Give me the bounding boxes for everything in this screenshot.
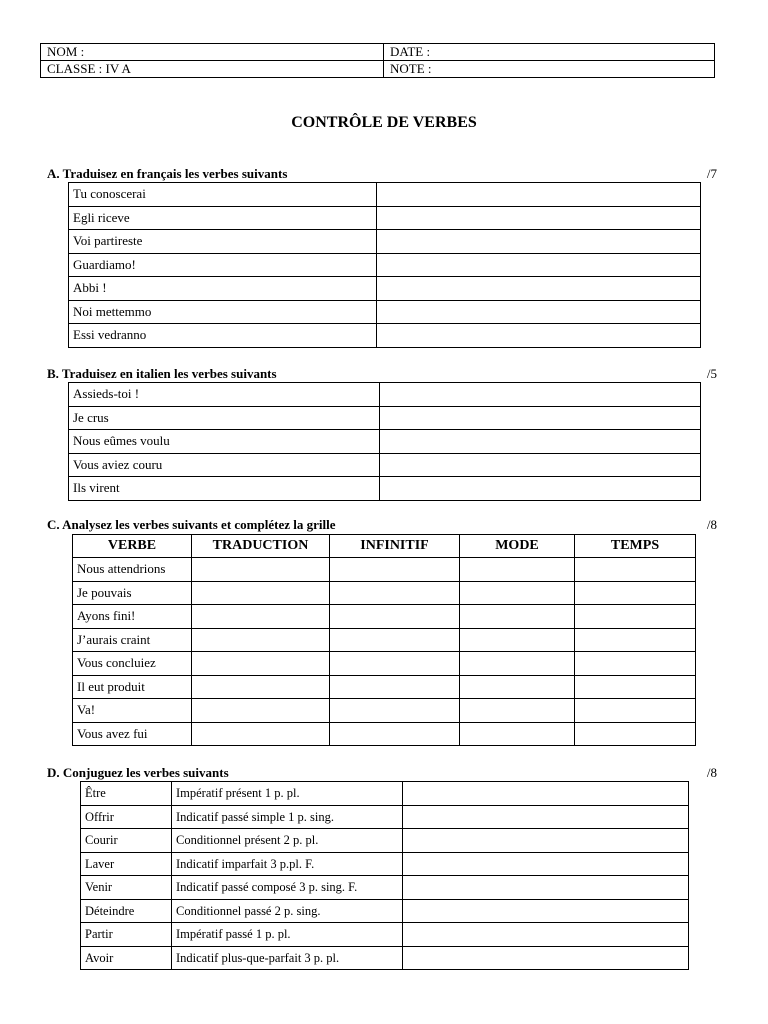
verb-cell: Assieds-toi ! [69, 383, 380, 407]
table-row [81, 899, 689, 923]
section-a-heading [47, 166, 717, 182]
form-cell: Conditionnel présent 2 p. pl. [172, 829, 403, 853]
verb-cell: Je pouvais [73, 581, 192, 605]
table-row [81, 805, 689, 829]
class-field[interactable]: CLASSE : IV A [41, 61, 384, 78]
table-row [69, 430, 701, 454]
verb-cell: Nous eûmes voulu [69, 430, 380, 454]
answer-cell[interactable] [575, 605, 696, 629]
verb-cell: Guardiamo! [69, 253, 377, 277]
answer-cell[interactable] [575, 581, 696, 605]
section-a-score: /7 [706, 166, 717, 181]
form-cell: Indicatif imparfait 3 p.pl. F. [172, 852, 403, 876]
answer-cell[interactable] [460, 581, 575, 605]
verb-cell: Déteindre [81, 899, 172, 923]
table-row [69, 230, 701, 254]
table-row [81, 946, 689, 970]
answer-cell[interactable] [403, 923, 689, 947]
table-row [73, 652, 696, 676]
student-info-row [41, 44, 715, 61]
answer-cell[interactable] [330, 581, 460, 605]
verb-cell: Egli riceve [69, 206, 377, 230]
section-d-title: D. Conjuguez les verbes suivants [47, 765, 229, 780]
answer-cell[interactable] [460, 605, 575, 629]
answer-cell[interactable] [380, 406, 701, 430]
section-c-table [72, 534, 696, 746]
table-row [69, 324, 701, 348]
date-field[interactable]: DATE : [384, 44, 715, 61]
column-header: TRADUCTION [192, 535, 330, 558]
name-field[interactable]: NOM : [41, 44, 384, 61]
table-row [81, 829, 689, 853]
answer-cell[interactable] [377, 183, 701, 207]
answer-cell[interactable] [192, 558, 330, 582]
answer-cell[interactable] [330, 628, 460, 652]
verb-cell: Noi mettemmo [69, 300, 377, 324]
answer-cell[interactable] [575, 628, 696, 652]
verb-cell: Offrir [81, 805, 172, 829]
answer-cell[interactable] [192, 605, 330, 629]
answer-cell[interactable] [192, 675, 330, 699]
answer-cell[interactable] [460, 558, 575, 582]
table-row [69, 277, 701, 301]
answer-cell[interactable] [192, 652, 330, 676]
answer-cell[interactable] [403, 782, 689, 806]
answer-cell[interactable] [192, 699, 330, 723]
section-a-title: A. Traduisez en français les verbes suivants [47, 166, 288, 181]
table-row [81, 852, 689, 876]
verb-cell: Vous concluiez [73, 652, 192, 676]
table-row [81, 876, 689, 900]
section-d-score: /8 [706, 765, 717, 780]
column-header: INFINITIF [330, 535, 460, 558]
table-row [73, 558, 696, 582]
section-b-score: /5 [706, 366, 717, 381]
verb-cell: J’aurais craint [73, 628, 192, 652]
answer-cell[interactable] [575, 558, 696, 582]
section-a-table [68, 182, 701, 348]
table-row [69, 383, 701, 407]
verb-cell: Ayons fini! [73, 605, 192, 629]
answer-cell[interactable] [330, 605, 460, 629]
table-row [81, 782, 689, 806]
section-c-score: /8 [706, 517, 717, 532]
verb-cell: Voi partireste [69, 230, 377, 254]
student-info-row [41, 61, 715, 78]
verb-cell: Être [81, 782, 172, 806]
answer-cell[interactable] [192, 722, 330, 746]
verb-cell: Courir [81, 829, 172, 853]
section-b-title: B. Traduisez en italien les verbes suivants [47, 366, 277, 381]
answer-cell[interactable] [330, 652, 460, 676]
table-row [73, 722, 696, 746]
answer-cell[interactable] [380, 477, 701, 501]
answer-cell[interactable] [192, 628, 330, 652]
verb-cell: Venir [81, 876, 172, 900]
grade-field[interactable]: NOTE : [384, 61, 715, 78]
answer-cell[interactable] [330, 699, 460, 723]
form-cell: Impératif présent 1 p. pl. [172, 782, 403, 806]
verb-cell: Nous attendrions [73, 558, 192, 582]
table-row [81, 923, 689, 947]
verb-cell: Je crus [69, 406, 380, 430]
form-cell: Conditionnel passé 2 p. sing. [172, 899, 403, 923]
answer-cell[interactable] [575, 652, 696, 676]
section-d-table [80, 781, 689, 970]
table-row [69, 453, 701, 477]
answer-cell[interactable] [403, 899, 689, 923]
table-row [69, 253, 701, 277]
verb-cell: Essi vedranno [69, 324, 377, 348]
section-c-title: C. Analysez les verbes suivants et complétez la grille [47, 517, 336, 532]
answer-cell[interactable] [575, 675, 696, 699]
answer-cell[interactable] [330, 722, 460, 746]
answer-cell[interactable] [460, 628, 575, 652]
verb-cell: Avoir [81, 946, 172, 970]
answer-cell[interactable] [380, 383, 701, 407]
column-header: TEMPS [575, 535, 696, 558]
answer-cell[interactable] [460, 652, 575, 676]
answer-cell[interactable] [377, 277, 701, 301]
answer-cell[interactable] [330, 675, 460, 699]
answer-cell[interactable] [330, 558, 460, 582]
table-header-row [73, 535, 696, 558]
verb-cell: Ils virent [69, 477, 380, 501]
page-title: CONTRÔLE DE VERBES [291, 114, 477, 131]
table-row [69, 406, 701, 430]
answer-cell[interactable] [403, 946, 689, 970]
answer-cell[interactable] [575, 699, 696, 723]
section-c-heading [47, 517, 717, 533]
answer-cell[interactable] [380, 453, 701, 477]
answer-cell[interactable] [403, 829, 689, 853]
table-row [73, 605, 696, 629]
section-b-heading [47, 366, 717, 382]
table-row [73, 628, 696, 652]
verb-cell: Vous aviez couru [69, 453, 380, 477]
answer-cell[interactable] [377, 206, 701, 230]
answer-cell[interactable] [460, 699, 575, 723]
verb-cell: Va! [73, 699, 192, 723]
column-header: MODE [460, 535, 575, 558]
table-row [73, 699, 696, 723]
verb-cell: Partir [81, 923, 172, 947]
form-cell: Indicatif passé simple 1 p. sing. [172, 805, 403, 829]
answer-cell[interactable] [380, 430, 701, 454]
column-header: VERBE [73, 535, 192, 558]
form-cell: Indicatif plus-que-parfait 3 p. pl. [172, 946, 403, 970]
answer-cell[interactable] [377, 253, 701, 277]
verb-cell: Laver [81, 852, 172, 876]
table-row [73, 581, 696, 605]
answer-cell[interactable] [192, 581, 330, 605]
answer-cell[interactable] [377, 230, 701, 254]
form-cell: Indicatif passé composé 3 p. sing. F. [172, 876, 403, 900]
table-row [69, 183, 701, 207]
table-row [69, 477, 701, 501]
form-cell: Impératif passé 1 p. pl. [172, 923, 403, 947]
verb-cell: Tu conoscerai [69, 183, 377, 207]
answer-cell[interactable] [377, 324, 701, 348]
table-row [69, 206, 701, 230]
verb-cell: Vous avez fui [73, 722, 192, 746]
answer-cell[interactable] [377, 300, 701, 324]
answer-cell[interactable] [403, 876, 689, 900]
answer-cell[interactable] [460, 722, 575, 746]
answer-cell[interactable] [403, 805, 689, 829]
answer-cell[interactable] [403, 852, 689, 876]
table-row [73, 675, 696, 699]
verb-cell: Il eut produit [73, 675, 192, 699]
student-info-table [40, 43, 715, 78]
answer-cell[interactable] [460, 675, 575, 699]
table-row [69, 300, 701, 324]
answer-cell[interactable] [575, 722, 696, 746]
verb-cell: Abbi ! [69, 277, 377, 301]
section-d-heading [47, 765, 717, 781]
section-b-table [68, 382, 701, 501]
